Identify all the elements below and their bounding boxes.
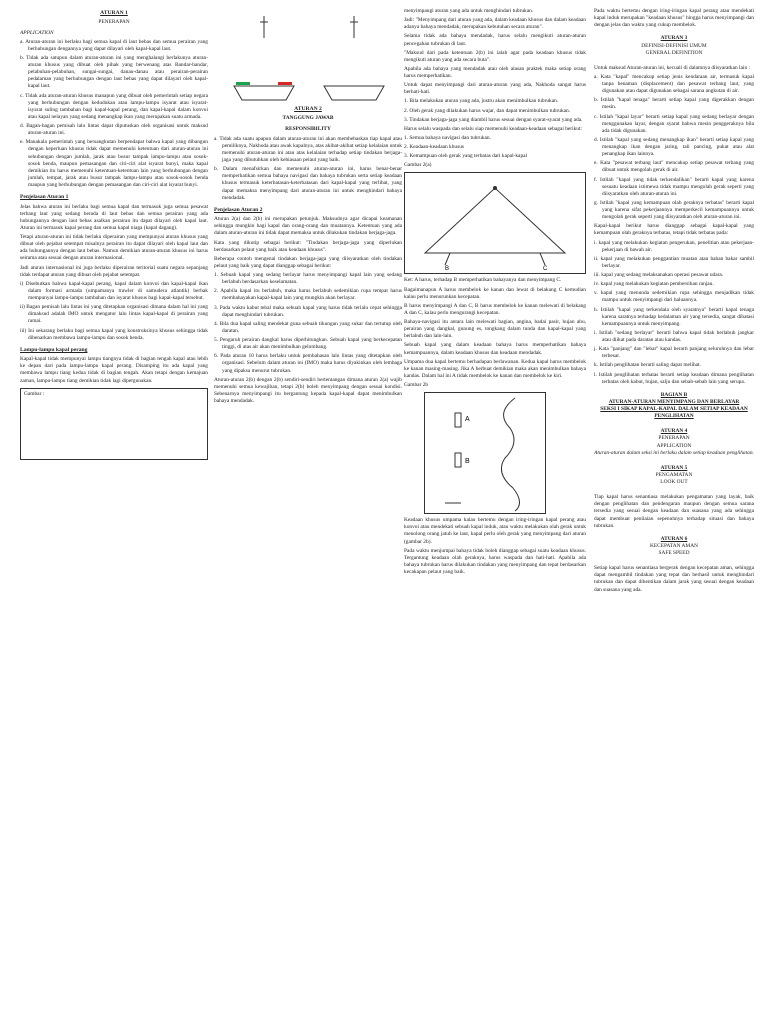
- penjelasan2-n3: 3. Pada waktu kabut tebal maka sebuah kapal yang harus tidak terlalu cepat sehingga dapat menghindari tubrukan.: [214, 304, 402, 318]
- column-3: [404, 8, 586, 1018]
- rule2-b: b. Dalam menafsirkan dan memenuhi aturan-aturan ini, harus benar-benar memperhatikan semua bahaya navigasi dan bahaya tubrukan serta setiap keadaan khusus termasuk keterbatasan-keterbatasan dari kapal-kapal yang terlibat, yang dapat memaksa menyimpang dari aturan-aturan ini untuk menghindari bahaya mendadak.: [214, 166, 402, 201]
- aturan6-sub: KECEPATAN AMAN: [649, 542, 699, 549]
- penjelasan2-p1: Aturan 2(a) dan 2(b) ini merupakan petunjuk. Maksudnya agar dicapai keamanan sehingga mungkin bagi kapal dan orang-orang dan muatannya. Ketentuan yang ada dalam aturan-aturan ini tidak dapat memaksa untuk dilakukan tindakan berjaga-jaga.: [214, 216, 402, 237]
- col3-k2: 2. Keadaan-keadaan khusus: [404, 144, 465, 150]
- col3-p8: Bahaya-navigasi itu antara lain melewati bagian, angina, badai pasir, hujan abu, perairan yang dangkal, gunung es, tongkang dalam tunda dan kapal-kapal yang berlabuh dan lain-lain.: [404, 319, 586, 340]
- aturan6-block: [594, 536, 754, 557]
- rule1-a: a. Aturan-aturan ini berlaku bagi semua kapal di laut bebas dan semua perairan yang berhubungan dengannya yang dapat dilayari oleh kapal-kapal laut.: [20, 38, 208, 52]
- def-l: l. Istilah penglihatan terbatas berarti setiap keadaan dimana penglihatan terbatas oleh kabut, hujan, salju dan sebab-sebab lain yang serupa.: [594, 371, 754, 385]
- penjelasan1-p1: Jelas bahwa aturan ini berlaku bagi semua kapal dan termasuk juga semua pesawat terbang laut yang sedang berada di laut bebas dan semua perairan yang ada hubungannya dengan laut bebas asalkan perairan itu dapat dilayari oleh kapal laut. Aturan ini termasuk kapal perang dan semua kapal niaga (kapal dagang).: [20, 203, 208, 231]
- penjelasan2-p3: Beberapa contoh mengenai tindakan berjaga-jaga yang diisyaratkan oleh tindakan pelaut yang baik yang dapat dianggap sebagai berikut:: [214, 255, 402, 269]
- kapal-intro: Kapal-kapal berikut harus dianggap sebagai kapal-kapal yang kemampuan olah geraknya terbatas, tetapi tidak terbatas pada:: [594, 223, 754, 237]
- def-h: h. Istilah "kapal yang terkendala oleh syaratnya" berarti kapal tenaga karena saratnya terhadap kedalaman air yang tersedia, sangat dibatasi kemampuannya untuk menyimpang.: [594, 306, 754, 327]
- aturan6-text: Setiap kapal harus senantiasa bergerak dengan kecepatan aman, sehingga dapat mengambil tindakan yang tepat dan berhasil untuk menghindari tubrukan dan dapat dihentikan dalam jarak yang sesuai dengan keadaan dan suasana yang ada.: [594, 565, 754, 593]
- def-b: b. Istilah "kapal tenaga" berarti setiap kapal yang digerakkan dengan mesin.: [594, 97, 754, 111]
- gambar-2b-figure: [424, 392, 546, 514]
- lampu-title: Lampu-lampu kapal perang: [20, 346, 88, 353]
- rule1-b: b. Tidak ada satupun dalam aturan-aturan ini yang menghalangi berlakunya aturan-aturan khusus yang dibuat oleh pihak yang berwenang atas Bandar-bandar, pelabuhan-pelabuhan, sungai-sungai, danau-danau atau perairan-perairan pedalaman yang berhubungan dengan laut bebas yang dapat dilayari oleh kapal-kapal laut.: [20, 54, 208, 90]
- aturan3-subheading: DEFINISI-DEFINISI UMUM: [641, 42, 707, 49]
- aturan5-en: LOOK OUT: [660, 479, 688, 485]
- gambar-label: Gambar :: [24, 390, 45, 397]
- aturan1-heading: ATURAN 1: [100, 10, 128, 16]
- bagian-b-sub2: SEKSI I SIKAP KAPAL-KAPAL DALAM SETIAP KEADAAN PENGLIHATAN: [600, 406, 748, 420]
- ship-lights-figure: [214, 8, 402, 104]
- kapal-i: i. kapal yang melakukan kegiatan pengerukan, penelitian atau pekerjaan-pekerjaan di bawah air.: [594, 239, 754, 253]
- gambar-2b-label: Gambar 2b: [404, 382, 429, 388]
- rule1-c: c. Tidak ada aturan-aturan khusus manapun yang dibuat oleh pemerintah setiap negara yang berhubungan dengan kedudukan atau lampu-lampu isyarat atau isyarat-isyarat suling tambahan bagi kapal-kapal perang, dan kapal-kapal dalam konvoi atau kapal nelayan yang sedang menangkap ikan yang merupakan suatu armada.: [20, 92, 208, 120]
- aturan3-block: [594, 35, 754, 56]
- aturan4-heading: ATURAN 4: [660, 428, 688, 435]
- aturan6-heading: ATURAN 6: [660, 535, 688, 542]
- def-e: e. Kata "pesawat terbang laut" mencakup setiap pesawat terbang yang dibuat untuk mengolah gerak di air.: [594, 160, 754, 174]
- general-definition: GENERAL DEFINITION: [645, 49, 703, 56]
- aturan4-text: Aturan-aturan dalam seksi ini berlaku dalam setiap keadaan penglihatan.: [594, 449, 754, 456]
- rule2-a: a. Tidak ada suatu apapun dalam aturan-aturan ini akan membebaskan tiap kapal atau pemiliknya, Nakhoda atau awak kapalnya, atas akibat-akibat setiap kelalaian untuk memenuhi aturan-aturan ini atau atas kelalaian terhadap setiap tindakan berjaga-jaga yang dibutuhkan oleh kebiasaan pelaut yang baik.: [214, 135, 402, 163]
- penjelasan2-n1: 1. Sebuah kapal yang sedang berlayar harus menyimpangi kapal lain yang sedang berlabuh berdasarkan keselamatan.: [214, 272, 402, 286]
- col3-l2: 2. Oleh gerak yang dilakukan harus wajar, dan dapat menimbulkan tubrukan.: [404, 107, 571, 114]
- col3-p4: "Maksud dari pada ketentuan 2(b) ini ialah agar pada keadaan khusus tidak mengikuti aturan yang ada secara buta".: [404, 49, 586, 63]
- col3-l1: 1. Bila melakukan aturan yang ada, justru akan menimbulkan tubrukan.: [404, 98, 559, 105]
- col4-p1: Pada waktu bertemu dengan iring-iringan kapal perang atau mendekati kapal induk merupakan "keadaan khusus" hingga harus menyimpangi dan dengan jelas dan waktu yang cukup membelok.: [594, 8, 754, 29]
- ship-left-icon: [234, 16, 294, 100]
- col3-p11: Keadaan khusus umpama kalau bertemu dengan iring-iringan kapal perang atau konvoi atau mendekati sebuah kapal induk, atau waktu melakukan olah gerak untuk menolong orang jatuh ke laut, kapal perlu oleh gerak yang menyimpang dari aturan (gambar 2b).: [404, 517, 586, 545]
- aturan6-en: SAFE SPEED: [658, 550, 690, 556]
- col3-p5: Apabila ada bahaya yang mendadak atau oleh alasan praktek maka setiap orang harus memperhatikan.: [404, 65, 586, 79]
- caption-2: Bagaimanapun A harus membelok ke kanan dan lewat di belakang C kemudian kalau perlu menurunkan kecepatan.: [404, 286, 586, 300]
- column-4: [594, 8, 754, 1018]
- penjelasan1-p2: Tetapi aturan-aturan ini tidak berlaku diperairan yang mempunyai aturan khusus yang dibuat oleh pejabat setempat misalnya perairan itu dapat dilayari oleh kapal laut dan ada hubungannya dengan laut bebas. Namun demikian aturan-aturan khusus ini harus seirama atau sesuai dengan aturan internasional.: [20, 234, 208, 262]
- col3-p10: Umpama dua kapal bertemu berhadapan berlawanan. Kedua kapal harus membelok ke kanan masing-masing. Jika A berbuat demikian maka akan menimbulkan bahaya kandas. Dalam hal ini A tidak membelok ke kanan dan membelok ke kiri.: [404, 358, 586, 379]
- col3-p2: Jadi: "Menyimpang dari aturan yang ada, dalam keadaan khusus dan dalam keadaan adanya bahaya mendadak, merupakan kebutuhan secara aturan".: [404, 17, 586, 31]
- def-d: d. Istilah "kapal yang sedang menangkap ikan" berarti setiap kapal yang menangkap ikan dengan jaring, tali pancing, pukat atau alat penangkap ikan lainnya.: [594, 136, 754, 158]
- kapal-iv: iv. kapal yang melakukan kegiatan pembersihan ranjau.: [594, 281, 714, 288]
- gambar-2a-figure: [404, 172, 586, 274]
- kapal-iii: iii. kapal yang sedang melaksanakan operasi pesawat udara.: [594, 272, 724, 278]
- aturan5-heading: ATURAN 5: [660, 464, 688, 471]
- penjelasan1-p3: Jadi aturan internasional ini juga berlaku diperairan teritorial suatu negara sepanjang tidak terdapat aturan yang dibuat oleh pejabat setempat.: [20, 264, 208, 278]
- penjelasan2-title: Penjelasan Aturan 2: [214, 206, 263, 213]
- penjelasan2-n4: 4. Bila dua kapal saling mendekat guna sebuah tikungan yang sukar dan tertutup oleh daratan.: [214, 320, 402, 334]
- col3-p9: Sebuah kapal yang dalam keadaan bahaya harus memperhatikan bahaya kemampuannya, dalam keadaan khusus dan keadaan mendadak.: [404, 342, 586, 356]
- rule1-d: d. Bagan-bagan pemisah lalu lintas dapat diputuskan oleh organisasi untuk maksud aturan-aturan ini.: [20, 123, 208, 137]
- penjelasan2-extra: Aturan-aturan 2(b) dengan 2(b) sendiri-sendiri bertentangan dimana aturan 2(a) wajib memenuhi semua kewajiban, tetapi 2(b) boleh menyimpang dengan sesuai kondisi. Sebenarnya menyimpangi itu bergantung kepada kapal-kapal dapat menimbulkan bahaya mendadak.: [214, 376, 402, 404]
- aturan2-heading: ATURAN 2: [294, 106, 322, 112]
- caption-3: B harus menyimpangi A dan C, B harus membelok ke kanan melewati di belakang A dan C, kalau perlu mengurangi kecepatan.: [404, 302, 586, 316]
- aturan4-en: APPLICATION: [656, 442, 692, 449]
- col3-p3: Selama tidak ada bahaya mendadak, harus selalu mengikuti aturan-aturan pencegahan tubrukan di laut.: [404, 33, 586, 47]
- rule1-e: e. Manakala pemerintah yang bersangkutan berpendapat bahwa kapal yang dibangun dengan keperluan khusus tidak dapat memenuhi ketentuan dari aturan-aturan ini sehubungan dengan jumlah, jarak atau busur tampak lampu-lampu atau sosok-sosok benda, maupun pemasangan dan ciri-ciri alat isyarat bunyi, maka kapal demikian itu harus memenuhi ketentuan-ketentuan lain yang berhubungan dengan jumlah, tempat, jarak atau busur tampak lampu-lampu atau sosok-sosok benda maupun yang berhubungan dengan pemasangan dan ciri-ciri alat isyarat bunyi.: [20, 139, 208, 188]
- col3-p7: Harus selalu waspada dan selalu siap memenuhi keadaan-keadaan sebagai berikut:: [404, 125, 582, 132]
- def-k: k. Istilah penglihatan berarti saling dapat melihat.: [594, 362, 701, 369]
- lampu-paragraph: Kapal-kapal tidak mempunyai lampu tiangnya tidak di bagian tengah kapal atau lebih ke depan dari pada lampu-lampu kapal perang. Disamping itu ada kapal yang membawa lampu tiang kedua tidak di bagian tengah. Akan tetapi dengan kemajuan zaman, lampu-lampu tiang demikian tidak lagi dipergunakan.: [20, 356, 208, 384]
- aturan3-intro: Untuk maksud Aturan-aturan ini, kecuali di dalamnya diisyaratkan lain :: [594, 64, 750, 71]
- gambar-box: [20, 388, 208, 460]
- def-i: i. Istilah "sedang berlayar" berarti bahwa kapal tidak berlabuh jangkar atau diikat pada daratan atau kandas.: [594, 329, 754, 343]
- def-a: a. Kata "kapal" mencakup setiap jenis kendaraan air, termasuk kapal tanpa benaman (displacement) dan pesawat terbang laut, yang digunakan atau dapat digunakan sebagai sarana angkutan di air.: [594, 73, 754, 95]
- application-label: APPLICATION: [20, 29, 54, 36]
- penjelasan1-list-i: i) Disebutkan bahwa kapal-kapal perang, kapal dalam konvoi dan kapal-kapal ikan dalam formasi armada (umpamanya trawler di samudera atlantik) berhak mempunyai lampu-lampu tambahan dan isyarat khusus bagi kapal-kapal tersebut.: [20, 280, 208, 301]
- label-b-2: B: [465, 458, 470, 466]
- penjelasan2-n2: 2. Apabila kapal itu berlabuh, maka harus berlabuh sedemikian rupa tempat harus membahayakan kapal-kapal lain yang mungkin akan berlayar.: [214, 288, 402, 302]
- bagian-b-sub1: ATURAN-ATURAN MENYIMPANG DAN BERLAYAR: [608, 398, 740, 405]
- aturan5-block: [594, 465, 754, 486]
- kapal-v: v. kapal yang menunda sedemikian rupa sehingga menjadikan tidak mampu untuk menyimpangi dari haluannya.: [594, 290, 754, 304]
- col3-k1: 1. Semua bahaya navigasi dan tubrukan.: [404, 134, 491, 141]
- def-f: f. Istilah "kapal yang tidak terkendalikan" berarti kapal yang karena sesuatu keadaan istimewa tidak mampu mengolah gerak seperti yang diisyaratkan oleh aturan-aturan ini.: [594, 176, 754, 197]
- aturan4-sub: PENERAPAN: [658, 435, 690, 442]
- col3-p6: Untuk dapat menyimpangi dari aturan-aturan yang ada, Nakhoda sangat harus berhati-hati.: [404, 82, 586, 96]
- column-1: [20, 8, 208, 1018]
- gambar-2a-label: Gambar 2(a): [404, 162, 432, 169]
- def-c: c. Istilah "kapal layar" berarti setiap kapal yang sedang berlayar dengan menggunakan layar, dengan syarat bahwa mesin penggeraknya bila ada tidak digunakan.: [594, 113, 754, 134]
- col3-p12: Pada waktu menjumpai bahaya tidak boleh dianggap sebagai suatu keadaan khusus. Tergantung keadaan olah geraknya, harus waspada dan hati-hati. Apabila ada bahaya tubrukan harus dilakukan tindakan yang menyimpang dan tepat berdasarkan kecakapan pelaut yang baik.: [404, 547, 586, 575]
- label-a: A: [465, 416, 470, 424]
- bagian-b-block: [594, 392, 754, 421]
- def-g: g. Istilah "kapal yang kemampuan olah geraknya terbatas" berarti kapal yang karena sifat pekerjaannya memperkecil kemampuannya untuk mengolah gerak seperti yang diisyaratkan oleh aturan-aturan ini.: [594, 199, 754, 221]
- aturan3-heading: ATURAN 3: [660, 35, 688, 42]
- col3-p1: menyimpangi aturan yang ada untuk menghindari tubrukan.: [404, 8, 534, 14]
- aturan1-subheading: PENERAPAN: [98, 19, 130, 26]
- label-b: B: [445, 266, 450, 273]
- label-c: C: [543, 266, 548, 273]
- aturan2-subheading: TANGGUNG JAWAB: [282, 115, 334, 122]
- bagian-b-heading: BAGIAN B: [660, 391, 688, 398]
- col3-l3: 3. Tindakan berjaga-jaga yang diambil harus sesuai dengan syarat-syarat yang ada.: [404, 116, 583, 123]
- col3-k3: 3. Kemampuan oleh gerak yang terbatas dari kapal-kapal: [404, 153, 528, 160]
- penjelasan2-n5: 5. Pengaruh perairan dangkal harus diperhitungkan. Sebuah kapal yang berkecepatan tinggi, di atas air akan menimbulkan gelombang.: [214, 337, 402, 351]
- kapal-ii: ii. kapal yang melakukan penggantian muatan atau bahan bakar sambil berlayar.: [594, 255, 754, 269]
- aturan5-text: Tiap kapal harus senantiasa melakukan pengamatan yang layak, baik dengan penglihatan dan pendengaran maupun dengan semua sarana tersedia yang sesuai dengan keadaan dan suasana yang ada sehingga dapat membuat penilaian sepenuhnya terhadap situasi dan bahaya tubrukan.: [594, 494, 754, 529]
- penjelasan1-title: Penjelasan Aturan 1: [20, 194, 69, 201]
- penjelasan1-list-ii: ii) Bagan pemisah lalu lintas ini yang ditetapkan organisasi dimana dalam hal ini yang dimaksud adalah IMO untuk mengatur lalu lintas kapal-kapal di perairan yang ramai.: [20, 304, 208, 325]
- def-j: j. Kata "panjang" dan "lebar" kapal berarti panjang seluruhnya dan lebar terbesar.: [594, 346, 754, 360]
- ship-right-icon: [324, 16, 384, 100]
- aturan4-block: [594, 428, 754, 457]
- penjelasan2-n6: 6. Pada aturan 10 harus berlaku untuk pembahasan lalu lintas yang ditetapkan oleh organisasi. Sebelum dalam aturan ini (IMO) maka harus diyakinkan oleh lembaga yang dipaksa menurut tubrukan.: [214, 353, 402, 374]
- penjelasan2-p2: Kata yang dikutip sebagai berikut: "Tindakan berjaga-jaga yang diperlukan berdasarkan pelaut yang baik atau keadaan khusus".: [214, 239, 402, 253]
- aturan5-sub: PENGAMATAN: [655, 471, 693, 478]
- responsibility-label: RESPONSIBILITY: [285, 125, 331, 132]
- column-2: [214, 8, 402, 1018]
- caption-1: Ket: A harus, terhadap B memperhatikan bahayanya dan menyimpang C.: [404, 277, 562, 284]
- penjelasan1-list-iii: iii) Ini sekarang berlaku bagi semua kapal yang konstruksinya khusus sehingga tidak dibenarkan membawa lampu-lampu dan sosok benda.: [20, 327, 208, 341]
